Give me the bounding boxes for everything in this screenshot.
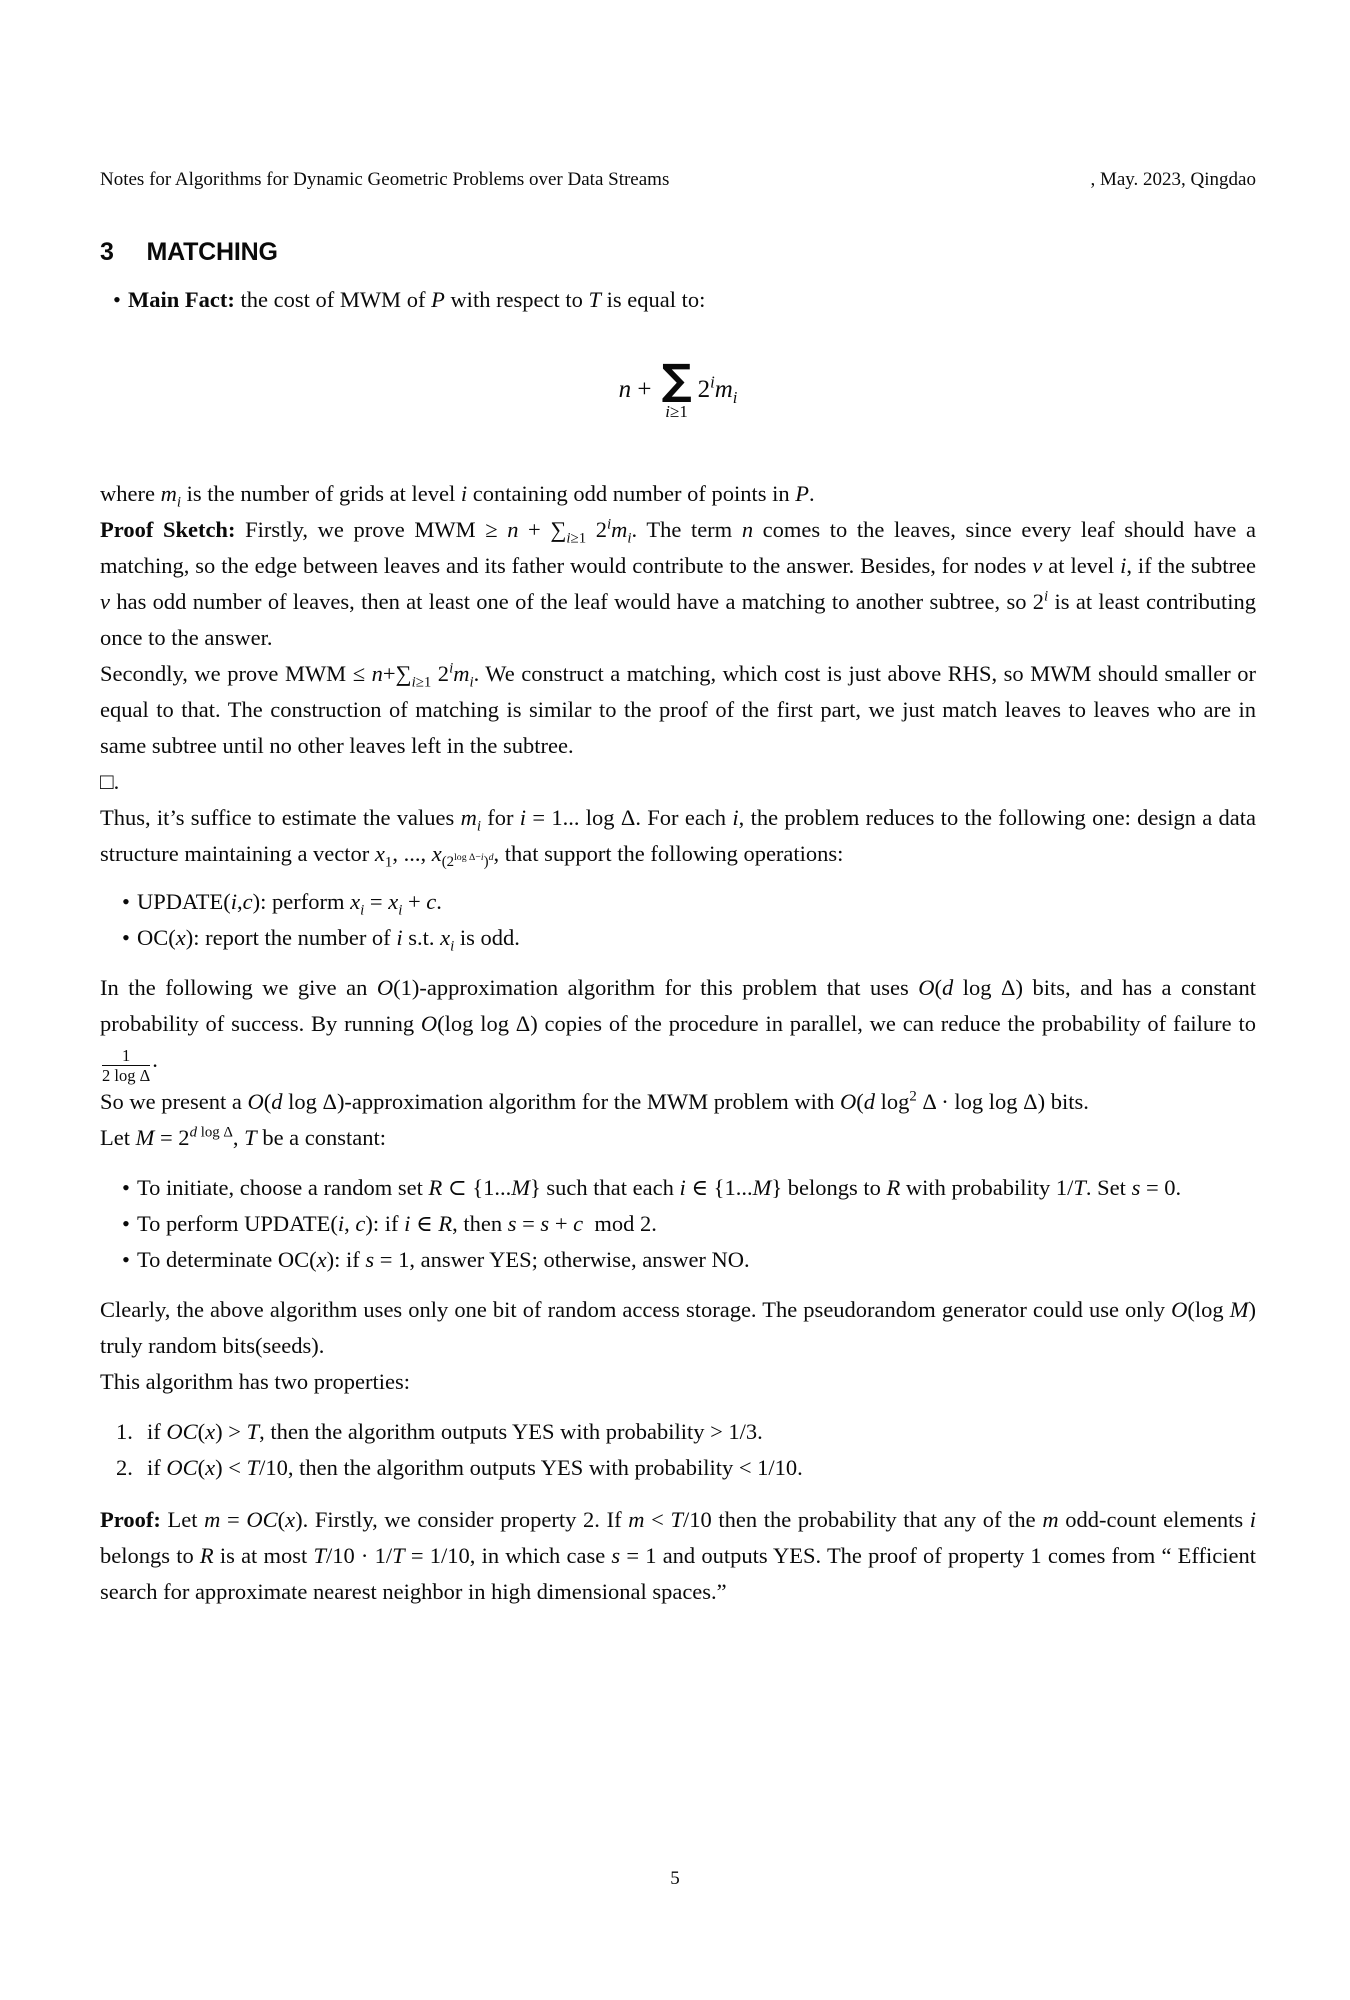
list-item xyxy=(100,1206,1256,1242)
bullet-icon: • xyxy=(122,924,130,950)
section-title: MATCHING xyxy=(146,238,278,266)
paragraph-let-m: Let $M = 2^{d log \Delta}$, T be a constant: xyxy=(100,1124,387,1151)
section-number: 3 xyxy=(100,238,114,266)
property-1: if OC(x) > T, then the algorithm outputs YES with probability > 1/3. xyxy=(147,1419,763,1445)
list-item xyxy=(100,1450,1256,1486)
paragraph-clearly: Clearly, the above algorithm uses only one bit of random access storage. The pseudorandom generator could use only O(log M) truly random bits(seeds). xyxy=(100,1297,1256,1359)
bullet-icon: • xyxy=(122,1175,130,1201)
operation-oc: OC(x): report the number of i s.t. $x_i$ is odd. xyxy=(137,924,520,955)
section-heading xyxy=(100,238,1256,266)
qed-symbol: □. xyxy=(100,768,120,794)
paragraph-proof: Proof: Let m = OC(x). Firstly, we consider property 2. If m < T/10 then the probability that any of the m odd-count elements i belongs to R is at most T/10 · 1/T = 1/10, in which case s = 1 and outputs YES. The proof of property 1 comes from “ Efficient search for approximate nearest neighbor in high dimensional spaces.” xyxy=(100,1507,1256,1605)
main-fact-text: Main Fact: the cost of MWM of P with respect to T is equal to: xyxy=(128,287,706,312)
operations-list xyxy=(100,884,1256,956)
main-fact-item xyxy=(100,282,1256,318)
bullet-icon: • xyxy=(113,287,121,312)
paragraph-secondly: Secondly, we prove MWM ≤ $n+\sum_{i\ge 1}$ $2^im_i$. We construct a matching, which cost is just above RHS, so MWM should smaller or equal to that. The construction of matching is similar to the proof of the first part, we just match leaves to leaves who are in same subtree until no other leaves left in the subtree. xyxy=(100,660,1256,758)
paragraph-proof-sketch: Proof Sketch: Firstly, we prove MWM ≥ $n + \sum_{i\ge 1}$ $2^im_i$. The term n comes to the leaves, since every leaf should have a matching, so the edge between leaves and its father would contribute to the answer. Besides, for nodes v at level i, if the subtree v has odd number of leaves, then at least one of the leaf would have a matching to another subtree, so 2$^i$ is at least contributing once to the answer. xyxy=(100,516,1256,650)
step-update: To perform UPDATE(i, c): if i ∈ R, then s = s + c mod 2. xyxy=(137,1211,657,1237)
bullet-icon: • xyxy=(122,1247,130,1273)
step-initiate: To initiate, choose a random set R ⊂ {1...M} such that each i ∈ {1...M} belongs to R with probability 1/T. Set s = 0. xyxy=(137,1175,1182,1201)
bullet-icon: • xyxy=(122,1211,130,1237)
page-content xyxy=(100,168,1256,1610)
list-item xyxy=(100,1170,1256,1206)
list-item xyxy=(100,884,1256,920)
list-item xyxy=(100,1414,1256,1450)
operation-update: UPDATE(i,c): perform $x_i = x_i + c$. xyxy=(137,888,442,919)
header-date-location: , May. 2023, Qingdao xyxy=(1090,169,1256,190)
running-header xyxy=(100,168,1256,192)
sigma-icon: ∑ xyxy=(661,355,692,404)
item-number: 2. xyxy=(116,1455,133,1481)
formula-lhs: n + xyxy=(618,375,652,403)
header-title: Notes for Algorithms for Dynamic Geometric Problems over Data Streams xyxy=(100,169,670,190)
summation-limits: i≥1 xyxy=(665,401,688,421)
bullet-icon: • xyxy=(122,888,130,914)
paragraph-following: In the following we give an O(1)-approximation algorithm for this problem that uses O(d log Δ) bits, and has a constant probability of success. By running O(log log Δ) copies of the procedure in parallel, we can reduce the probability of failure to $\frac{1}{\text{2 log Δ}}$ . xyxy=(100,974,1257,1085)
paragraph-so-we-present: So we present a O(d log Δ)-approximation algorithm for the MWM problem with O(d $\log^2 \Delta \cdot \log \log \Delta$) bits. xyxy=(100,1088,1089,1115)
item-number: 1. xyxy=(116,1419,133,1445)
property-2: if OC(x) < T/10, then the algorithm outputs YES with probability < 1/10. xyxy=(147,1455,803,1481)
algorithm-steps-list xyxy=(100,1170,1256,1278)
step-determinate: To determinate OC(x): if s = 1, answer YES; otherwise, answer NO. xyxy=(137,1247,750,1273)
paragraph-thus: Thus, it’s suffice to estimate the values $m_i$ for i = 1... log Δ. For each i, the problem reduces to the following one: design a data structure maintaining a vector $x_1$, ..., $x_{(2^{log \Delta-i})^d}$, that support the following operations: xyxy=(100,804,1256,871)
display-formula xyxy=(100,355,1256,421)
list-item xyxy=(100,920,1256,956)
list-item xyxy=(100,1242,1256,1278)
paragraph-two-properties: This algorithm has two properties: xyxy=(100,1369,410,1395)
properties-list xyxy=(100,1414,1256,1486)
formula-rhs: $2^im_i$ xyxy=(697,372,738,407)
paragraph-where: where $m_i$ is the number of grids at level i containing odd number of points in P. xyxy=(100,480,815,511)
summation-symbol xyxy=(661,355,692,421)
page-number: 5 xyxy=(670,1868,680,1889)
